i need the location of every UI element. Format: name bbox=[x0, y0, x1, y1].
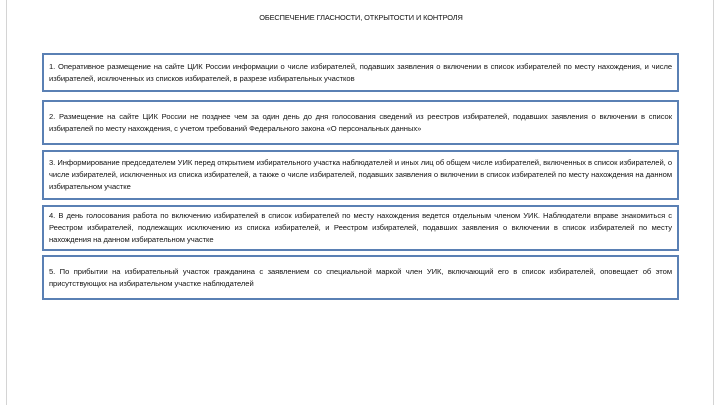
item-box-5 bbox=[42, 255, 679, 300]
item-box-3 bbox=[42, 150, 679, 200]
item-text-4: 4. В день голосования работа по включению избирателей в список избирателей по месту нахождения ведется отдельным членом УИК. Наблюдатели вправе знакомиться с Реестром избирателей, подлежащих исключению из списка избирателей, и Реестром избирателей, подавших заявления о включении в список избирателей по месту нахождения на данном избирательном участке bbox=[49, 211, 672, 244]
item-text-1: 1. Оперативное размещение на сайте ЦИК России информации о числе избирателей, подавших заявления о включении в список избирателей по месту нахождения, и числе избирателей, исключенных из списков избирателей, в разрезе избирательных участков bbox=[49, 61, 672, 83]
item-text-5: 5. По прибытии на избирательный участок гражданина с заявлением со специальной маркой член УИК, включающий его в список избирателей, оповещает об этом присутствующих на избирательном участке наблюдателей bbox=[49, 266, 672, 288]
item-box-4 bbox=[42, 205, 679, 251]
page-title: ОБЕСПЕЧЕНИЕ ГЛАСНОСТИ, ОТКРЫТОСТИ И КОНТРОЛЯ bbox=[259, 13, 463, 22]
item-text-2: 2. Размещение на сайте ЦИК России не позднее чем за один день до дня голосования сведений из реестров избирателей, подавших заявления о включении в список избирателей по месту нахождения, с учетом требований Федерального закона «О персональных данных» bbox=[49, 111, 672, 133]
item-box-2 bbox=[42, 100, 679, 145]
item-text-3: 3. Информирование председателем УИК перед открытием избирательного участка наблюдателей и иных лиц об общем числе избирателей, включенных в список избирателей, о числе избирателей, исключенных из списка избирателей, а также о числе избирателей, подавших заявления о включении в список избирателей по месту нахождения на данном избирательном участке bbox=[49, 158, 672, 191]
item-box-1 bbox=[42, 53, 679, 92]
slide-page bbox=[6, 0, 714, 405]
